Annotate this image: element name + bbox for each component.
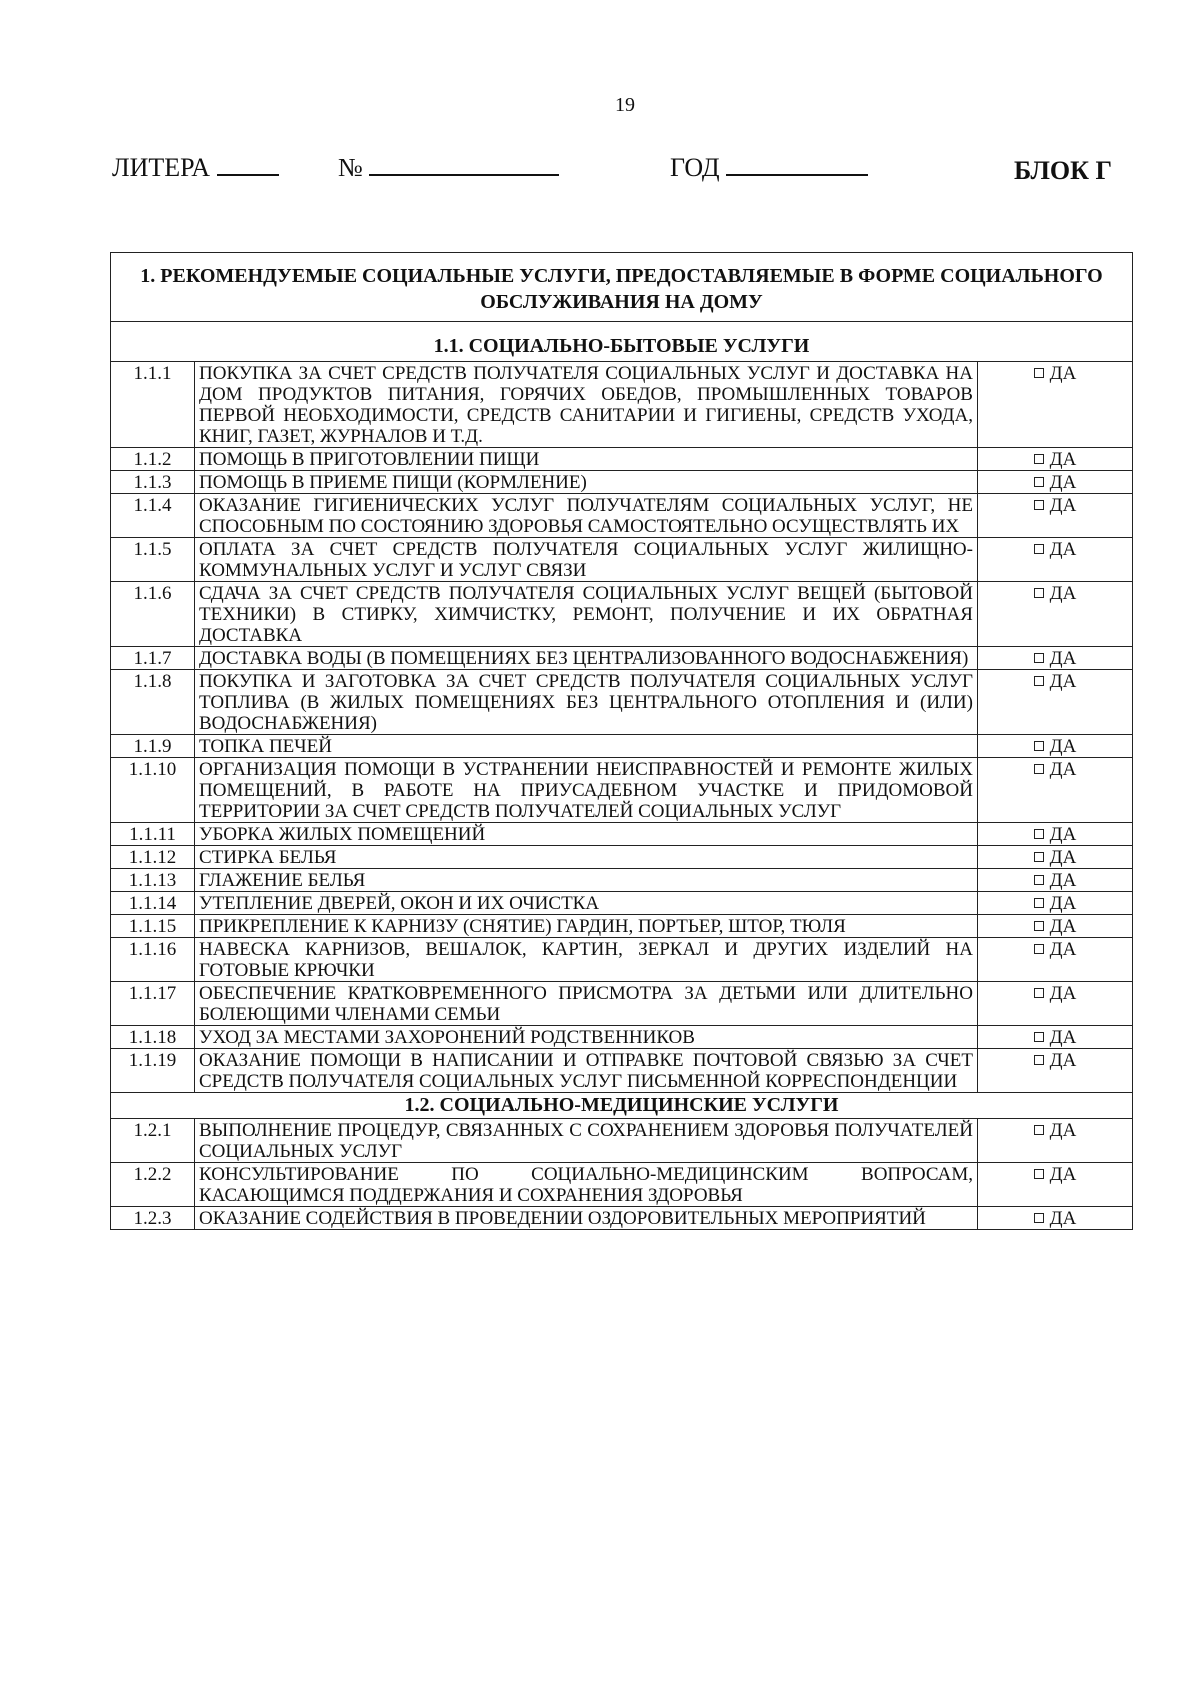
item-number: 1.2.3 [111, 1207, 195, 1230]
yes-checkbox-cell[interactable] [977, 670, 1132, 735]
services-table [110, 252, 1133, 1230]
yes-label: ДА [1049, 671, 1077, 692]
checkbox-icon[interactable] [1034, 676, 1044, 686]
yes-checkbox-cell[interactable] [977, 582, 1132, 647]
checkbox-icon[interactable] [1034, 921, 1044, 931]
yes-label: ДА [1049, 824, 1077, 845]
section-heading-row [111, 1093, 1133, 1119]
yes-label: ДА [1049, 449, 1077, 470]
checkbox-icon[interactable] [1034, 1169, 1044, 1179]
item-description: ПОМОЩЬ В ПРИГОТОВЛЕНИИ ПИЩИ [195, 448, 978, 471]
checkbox-icon[interactable] [1034, 829, 1044, 839]
yes-label: ДА [1049, 1208, 1077, 1229]
number-field [338, 152, 559, 183]
checkbox-icon[interactable] [1034, 368, 1044, 378]
item-number: 1.1.9 [111, 735, 195, 758]
item-description: ОБЕСПЕЧЕНИЕ КРАТКОВРЕМЕННОГО ПРИСМОТРА ЗА ДЕТЬМИ ИЛИ ДЛИТЕЛЬНО БОЛЕЮЩИМИ ЧЛЕНАМИ СЕМЬИ [195, 982, 978, 1026]
item-description: СТИРКА БЕЛЬЯ [195, 846, 978, 869]
number-input-line[interactable] [369, 152, 559, 176]
table-row [111, 494, 1133, 538]
yes-label: ДА [1049, 1164, 1077, 1185]
table-row [111, 846, 1133, 869]
checkbox-icon[interactable] [1034, 1213, 1044, 1223]
yes-checkbox-cell[interactable] [977, 915, 1132, 938]
form-header [112, 152, 1112, 186]
table-row [111, 362, 1133, 448]
year-label: ГОД [670, 153, 720, 182]
table-row [111, 758, 1133, 823]
table-row [111, 538, 1133, 582]
table-row [111, 1026, 1133, 1049]
yes-label: ДА [1049, 648, 1077, 669]
item-description: УБОРКА ЖИЛЫХ ПОМЕЩЕНИЙ [195, 823, 978, 846]
item-description: ПРИКРЕПЛЕНИЕ К КАРНИЗУ (СНЯТИЕ) ГАРДИН, ПОРТЬЕР, ШТОР, ТЮЛЯ [195, 915, 978, 938]
year-input-line[interactable] [726, 152, 868, 176]
item-description: ПОКУПКА И ЗАГОТОВКА ЗА СЧЕТ СРЕДСТВ ПОЛУЧАТЕЛЯ СОЦИАЛЬНЫХ УСЛУГ ТОПЛИВА (В ЖИЛЫХ ПОМЕЩЕНИЯХ БЕЗ ЦЕНТРАЛЬНОГО ОТОПЛЕНИЯ И (ИЛИ) ВОДОСНАБЖЕНИЯ) [195, 670, 978, 735]
yes-checkbox-cell[interactable] [977, 938, 1132, 982]
checkbox-icon[interactable] [1034, 1125, 1044, 1135]
item-number: 1.1.10 [111, 758, 195, 823]
item-number: 1.1.17 [111, 982, 195, 1026]
item-number: 1.1.5 [111, 538, 195, 582]
yes-checkbox-cell[interactable] [977, 448, 1132, 471]
yes-checkbox-cell[interactable] [977, 869, 1132, 892]
litera-field [112, 152, 279, 183]
yes-label: ДА [1049, 495, 1077, 516]
checkbox-icon[interactable] [1034, 875, 1044, 885]
item-description: ГЛАЖЕНИЕ БЕЛЬЯ [195, 869, 978, 892]
checkbox-icon[interactable] [1034, 988, 1044, 998]
checkbox-icon[interactable] [1034, 764, 1044, 774]
table-row [111, 670, 1133, 735]
yes-checkbox-cell[interactable] [977, 846, 1132, 869]
item-description: СДАЧА ЗА СЧЕТ СРЕДСТВ ПОЛУЧАТЕЛЯ СОЦИАЛЬНЫХ УСЛУГ ВЕЩЕЙ (БЫТОВОЙ ТЕХНИКИ) В СТИРКУ, ХИМЧИСТКУ, РЕМОНТ, ПОЛУЧЕНИЕ И ИХ ОБРАТНАЯ ДОСТАВКА [195, 582, 978, 647]
yes-label: ДА [1049, 363, 1077, 384]
item-number: 1.1.11 [111, 823, 195, 846]
item-description: КОНСУЛЬТИРОВАНИЕ ПО СОЦИАЛЬНО-МЕДИЦИНСКИМ ВОПРОСАМ, КАСАЮЩИМСЯ ПОДДЕРЖАНИЯ И СОХРАНЕНИЯ ЗДОРОВЬЯ [195, 1163, 978, 1207]
checkbox-icon[interactable] [1034, 653, 1044, 663]
table-row [111, 448, 1133, 471]
item-description: ДОСТАВКА ВОДЫ (В ПОМЕЩЕНИЯХ БЕЗ ЦЕНТРАЛИЗОВАННОГО ВОДОСНАБЖЕНИЯ) [195, 647, 978, 670]
year-field [670, 152, 868, 183]
checkbox-icon[interactable] [1034, 477, 1044, 487]
yes-label: ДА [1049, 539, 1077, 560]
table-row [111, 982, 1133, 1026]
litera-label: ЛИТЕРА [112, 153, 211, 182]
item-description: ПОКУПКА ЗА СЧЕТ СРЕДСТВ ПОЛУЧАТЕЛЯ СОЦИАЛЬНЫХ УСЛУГ И ДОСТАВКА НА ДОМ ПРОДУКТОВ ПИТАНИЯ, ГОРЯЧИХ ОБЕДОВ, ПРОМЫШЛЕННЫХ ТОВАРОВ ПЕРВОЙ НЕОБХОДИМОСТИ, СРЕДСТВ САНИТАРИИ И ГИГИЕНЫ, СРЕДСТВ УХОДА, КНИГ, ГАЗЕТ, ЖУРНАЛОВ И Т.Д. [195, 362, 978, 448]
item-number: 1.1.4 [111, 494, 195, 538]
number-label: № [338, 153, 363, 182]
yes-label: ДА [1049, 1120, 1077, 1141]
yes-label: ДА [1049, 847, 1077, 868]
item-number: 1.1.14 [111, 892, 195, 915]
table-row [111, 582, 1133, 647]
page-number: 19 [615, 94, 635, 116]
checkbox-icon[interactable] [1034, 454, 1044, 464]
item-description: ВЫПОЛНЕНИЕ ПРОЦЕДУР, СВЯЗАННЫХ С СОХРАНЕНИЕМ ЗДОРОВЬЯ ПОЛУЧАТЕЛЕЙ СОЦИАЛЬНЫХ УСЛУГ [195, 1119, 978, 1163]
item-number: 1.1.15 [111, 915, 195, 938]
section-heading: 1.1. СОЦИАЛЬНО-БЫТОВЫЕ УСЛУГИ [111, 322, 1133, 362]
checkbox-icon[interactable] [1034, 544, 1044, 554]
item-number: 1.1.18 [111, 1026, 195, 1049]
item-description: УХОД ЗА МЕСТАМИ ЗАХОРОНЕНИЙ РОДСТВЕННИКОВ [195, 1026, 978, 1049]
table-row [111, 915, 1133, 938]
item-description: ТОПКА ПЕЧЕЙ [195, 735, 978, 758]
item-number: 1.1.6 [111, 582, 195, 647]
block-label: БЛОК Г [1013, 156, 1112, 185]
table-row [111, 471, 1133, 494]
yes-checkbox-cell[interactable] [977, 758, 1132, 823]
yes-label: ДА [1049, 1050, 1077, 1071]
table-row [111, 1163, 1133, 1207]
yes-checkbox-cell[interactable] [977, 1119, 1132, 1163]
yes-label: ДА [1049, 759, 1077, 780]
table-row [111, 823, 1133, 846]
yes-label: ДА [1049, 916, 1077, 937]
table-title-row [111, 253, 1133, 322]
yes-checkbox-cell[interactable] [977, 647, 1132, 670]
item-description: УТЕПЛЕНИЕ ДВЕРЕЙ, ОКОН И ИХ ОЧИСТКА [195, 892, 978, 915]
item-number: 1.1.12 [111, 846, 195, 869]
litera-input-line[interactable] [217, 152, 279, 176]
item-description: ОКАЗАНИЕ ГИГИЕНИЧЕСКИХ УСЛУГ ПОЛУЧАТЕЛЯМ СОЦИАЛЬНЫХ УСЛУГ, НЕ СПОСОБНЫМ ПО СОСТОЯНИЮ ЗДОРОВЬЯ САМОСТОЯТЕЛЬНО ОСУЩЕСТВЛЯТЬ ИХ [195, 494, 978, 538]
checkbox-icon[interactable] [1034, 588, 1044, 598]
yes-checkbox-cell[interactable] [977, 494, 1132, 538]
table-row [111, 735, 1133, 758]
table-row [111, 647, 1133, 670]
item-description: НАВЕСКА КАРНИЗОВ, ВЕШАЛОК, КАРТИН, ЗЕРКАЛ И ДРУГИХ ИЗДЕЛИЙ НА ГОТОВЫЕ КРЮЧКИ [195, 938, 978, 982]
yes-label: ДА [1049, 893, 1077, 914]
item-description: ОПЛАТА ЗА СЧЕТ СРЕДСТВ ПОЛУЧАТЕЛЯ СОЦИАЛЬНЫХ УСЛУГ ЖИЛИЩНО-КОММУНАЛЬНЫХ УСЛУГ И УСЛУГ СВЯЗИ [195, 538, 978, 582]
yes-label: ДА [1049, 1027, 1077, 1048]
yes-checkbox-cell[interactable] [977, 1207, 1132, 1230]
table-row [111, 1207, 1133, 1230]
yes-checkbox-cell[interactable] [977, 735, 1132, 758]
yes-label: ДА [1049, 983, 1077, 1004]
table-row [111, 892, 1133, 915]
checkbox-icon[interactable] [1034, 1032, 1044, 1042]
yes-label: ДА [1049, 583, 1077, 604]
checkbox-icon[interactable] [1034, 852, 1044, 862]
table-row [111, 938, 1133, 982]
yes-checkbox-cell[interactable] [977, 982, 1132, 1026]
yes-checkbox-cell[interactable] [977, 538, 1132, 582]
item-description: ОКАЗАНИЕ ПОМОЩИ В НАПИСАНИИ И ОТПРАВКЕ ПОЧТОВОЙ СВЯЗЬЮ ЗА СЧЕТ СРЕДСТВ ПОЛУЧАТЕЛЯ СОЦИАЛЬНЫХ УСЛУГ ПИСЬМЕННОЙ КОРРЕСПОНДЕНЦИИ [195, 1049, 978, 1093]
yes-label: ДА [1049, 870, 1077, 891]
section-heading: 1.2. СОЦИАЛЬНО-МЕДИЦИНСКИЕ УСЛУГИ [111, 1093, 1133, 1119]
item-description: ПОМОЩЬ В ПРИЕМЕ ПИЩИ (КОРМЛЕНИЕ) [195, 471, 978, 494]
item-number: 1.1.1 [111, 362, 195, 448]
item-number: 1.1.7 [111, 647, 195, 670]
item-number: 1.1.13 [111, 869, 195, 892]
table-row [111, 869, 1133, 892]
item-number: 1.2.1 [111, 1119, 195, 1163]
yes-checkbox-cell[interactable] [977, 1163, 1132, 1207]
item-number: 1.1.8 [111, 670, 195, 735]
yes-checkbox-cell[interactable] [977, 362, 1132, 448]
item-description: ОРГАНИЗАЦИЯ ПОМОЩИ В УСТРАНЕНИИ НЕИСПРАВНОСТЕЙ И РЕМОНТЕ ЖИЛЫХ ПОМЕЩЕНИЙ, В РАБОТЕ НА ПРИУСАДЕБНОМ УЧАСТКЕ И ПРИДОМОВОЙ ТЕРРИТОРИИ ЗА СЧЕТ СРЕДСТВ ПОЛУЧАТЕЛЕЙ СОЦИАЛЬНЫХ УСЛУГ [195, 758, 978, 823]
yes-checkbox-cell[interactable] [977, 1026, 1132, 1049]
item-number: 1.1.19 [111, 1049, 195, 1093]
section-heading-row [111, 322, 1133, 362]
item-number: 1.1.3 [111, 471, 195, 494]
checkbox-icon[interactable] [1034, 944, 1044, 954]
table-row [111, 1119, 1133, 1163]
checkbox-icon[interactable] [1034, 1055, 1044, 1065]
item-number: 1.1.16 [111, 938, 195, 982]
yes-checkbox-cell[interactable] [977, 1049, 1132, 1093]
item-description: ОКАЗАНИЕ СОДЕЙСТВИЯ В ПРОВЕДЕНИИ ОЗДОРОВИТЕЛЬНЫХ МЕРОПРИЯТИЙ [195, 1207, 978, 1230]
checkbox-icon[interactable] [1034, 500, 1044, 510]
yes-checkbox-cell[interactable] [977, 892, 1132, 915]
yes-label: ДА [1049, 939, 1077, 960]
item-number: 1.2.2 [111, 1163, 195, 1207]
yes-checkbox-cell[interactable] [977, 471, 1132, 494]
checkbox-icon[interactable] [1034, 898, 1044, 908]
yes-label: ДА [1049, 472, 1077, 493]
yes-label: ДА [1049, 736, 1077, 757]
table-row [111, 1049, 1133, 1093]
yes-checkbox-cell[interactable] [977, 823, 1132, 846]
item-number: 1.1.2 [111, 448, 195, 471]
table-title: 1. РЕКОМЕНДУЕМЫЕ СОЦИАЛЬНЫЕ УСЛУГИ, ПРЕДОСТАВЛЯЕМЫЕ В ФОРМЕ СОЦИАЛЬНОГО ОБСЛУЖИВАНИЯ НА ДОМУ [111, 253, 1133, 322]
checkbox-icon[interactable] [1034, 741, 1044, 751]
